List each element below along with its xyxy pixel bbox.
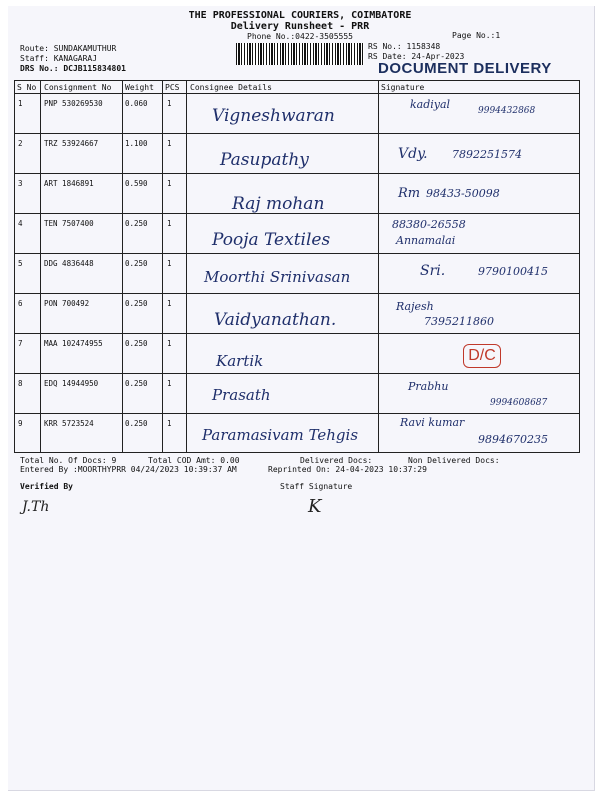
rs-date: RS Date: 24-Apr-2023 xyxy=(368,52,465,61)
pieces: 1 xyxy=(167,259,172,268)
consignment-number: MAA 102474955 xyxy=(44,339,103,348)
consignee-name: Pasupathy xyxy=(220,150,309,170)
rs-number: RS No.: 1158348 xyxy=(368,42,441,51)
consignee-name: Vaidyanathan. xyxy=(214,310,337,330)
receiver-signature: 88380-26558 xyxy=(392,218,466,231)
receiver-phone: 7395211860 xyxy=(424,315,494,328)
consignment-number: DDG 4836448 xyxy=(44,259,94,268)
receiver-signature: Sri. xyxy=(420,263,446,279)
consignee-name: Prasath xyxy=(212,386,271,404)
serial-number: 7 xyxy=(18,339,23,348)
receiver-signature: Vdy. xyxy=(398,146,428,162)
column-header: Consignee Details xyxy=(190,83,272,92)
consignee-name: Pooja Textiles xyxy=(212,230,331,250)
serial-number: 8 xyxy=(18,379,23,388)
consignee-name: Kartik xyxy=(216,352,264,370)
receiver-signature: Ravi kumar xyxy=(400,416,465,429)
consignee-name: Raj mohan xyxy=(232,194,325,214)
page-number: Page No.:1 xyxy=(452,31,501,40)
serial-number: 3 xyxy=(18,179,23,188)
column-header: PCS xyxy=(165,83,180,92)
col-divider xyxy=(40,80,41,453)
consignment-number: PNP 530269530 xyxy=(44,99,103,108)
column-header: Consignment No xyxy=(44,83,112,92)
receiver-phone: 9994432868 xyxy=(478,106,536,116)
receiver-phone: Annamalai xyxy=(396,234,456,247)
consignment-number: ART 1846891 xyxy=(44,179,94,188)
serial-number: 2 xyxy=(18,139,23,148)
total-docs: Total No. Of Docs: 9 xyxy=(20,456,117,465)
row-divider xyxy=(14,133,580,134)
receiver-signature: Rajesh xyxy=(396,300,434,313)
staff-signature: K xyxy=(308,496,322,517)
weight: 0.250 xyxy=(125,419,148,428)
serial-number: 1 xyxy=(18,99,23,108)
serial-number: 9 xyxy=(18,419,23,428)
weight: 0.590 xyxy=(125,179,148,188)
column-header: S No xyxy=(17,83,37,92)
company-name: THE PROFESSIONAL COURIERS, COIMBATORE xyxy=(188,10,412,21)
consignment-number: TRZ 53924667 xyxy=(44,139,99,148)
row-divider xyxy=(14,333,580,334)
receiver-signature: Rm xyxy=(398,186,421,201)
row-divider xyxy=(14,253,580,254)
total-cod: Total COD Amt: 0.00 xyxy=(148,456,240,465)
route: Route: SUNDAKAMUTHUR xyxy=(20,44,117,53)
consignee-name: Vigneshwaran xyxy=(212,106,335,126)
col-divider xyxy=(378,80,379,453)
entered-by: Entered By :MOORTHYPRR 04/24/2023 10:39:37 AM xyxy=(20,465,237,474)
consignment-number: TEN 7507400 xyxy=(44,219,94,228)
staff: Staff: KANAGARAJ xyxy=(20,54,98,63)
dc-stamp: D/C xyxy=(463,344,501,368)
pieces: 1 xyxy=(167,339,172,348)
pieces: 1 xyxy=(167,179,172,188)
receiver-signature: Prabhu xyxy=(408,380,449,393)
col-divider xyxy=(186,80,187,453)
pieces: 1 xyxy=(167,219,172,228)
weight: 0.250 xyxy=(125,299,148,308)
verified-by-label: Verified By xyxy=(20,482,73,491)
reprinted-on: Reprinted On: 24-04-2023 10:37:29 xyxy=(268,465,427,474)
weight: 0.250 xyxy=(125,339,148,348)
column-header: Signature xyxy=(381,83,425,92)
sheet-title: Delivery Runsheet - PRR xyxy=(230,21,370,32)
weight: 0.250 xyxy=(125,259,148,268)
row-divider xyxy=(14,413,580,414)
pieces: 1 xyxy=(167,139,172,148)
receiver-phone: 7892251574 xyxy=(452,148,522,161)
weight: 0.060 xyxy=(125,99,148,108)
pieces: 1 xyxy=(167,379,172,388)
column-header: Weight xyxy=(125,83,154,92)
consignee-name: Moorthi Srinivasan xyxy=(204,268,351,286)
consignment-number: KRR 5723524 xyxy=(44,419,94,428)
row-divider xyxy=(14,373,580,374)
serial-number: 6 xyxy=(18,299,23,308)
consignment-number: PON 700492 xyxy=(44,299,90,308)
row-divider xyxy=(14,173,580,174)
pieces: 1 xyxy=(167,99,172,108)
weight: 0.250 xyxy=(125,219,148,228)
non-delivered-docs: Non Delivered Docs: xyxy=(408,456,500,465)
receiver-phone: 9994608687 xyxy=(490,398,548,408)
row-divider xyxy=(14,293,580,294)
consignee-name: Paramasivam Tehgis xyxy=(202,426,359,444)
receiver-phone: 9790100415 xyxy=(478,265,548,278)
pieces: 1 xyxy=(167,419,172,428)
weight: 0.250 xyxy=(125,379,148,388)
document-delivery-stamp: DOCUMENT DELIVERY xyxy=(378,60,552,77)
receiver-signature: kadiyal xyxy=(410,98,451,111)
header-divider xyxy=(14,93,580,94)
consignment-number: EDQ 14944950 xyxy=(44,379,99,388)
col-divider xyxy=(162,80,163,453)
weight: 1.100 xyxy=(125,139,148,148)
phone-number: Phone No.:0422-3505555 xyxy=(247,32,353,41)
receiver-phone: 9894670235 xyxy=(478,433,548,446)
col-divider xyxy=(122,80,123,453)
barcode-image xyxy=(236,43,364,65)
serial-number: 5 xyxy=(18,259,23,268)
staff-signature-label: Staff Signature xyxy=(280,482,353,491)
serial-number: 4 xyxy=(18,219,23,228)
drs-number: DRS No.: DCJB115834801 xyxy=(20,64,126,73)
verifier-signature: J.Th xyxy=(22,499,50,515)
delivered-docs: Delivered Docs: xyxy=(300,456,373,465)
receiver-phone: 98433-50098 xyxy=(426,187,500,200)
pieces: 1 xyxy=(167,299,172,308)
